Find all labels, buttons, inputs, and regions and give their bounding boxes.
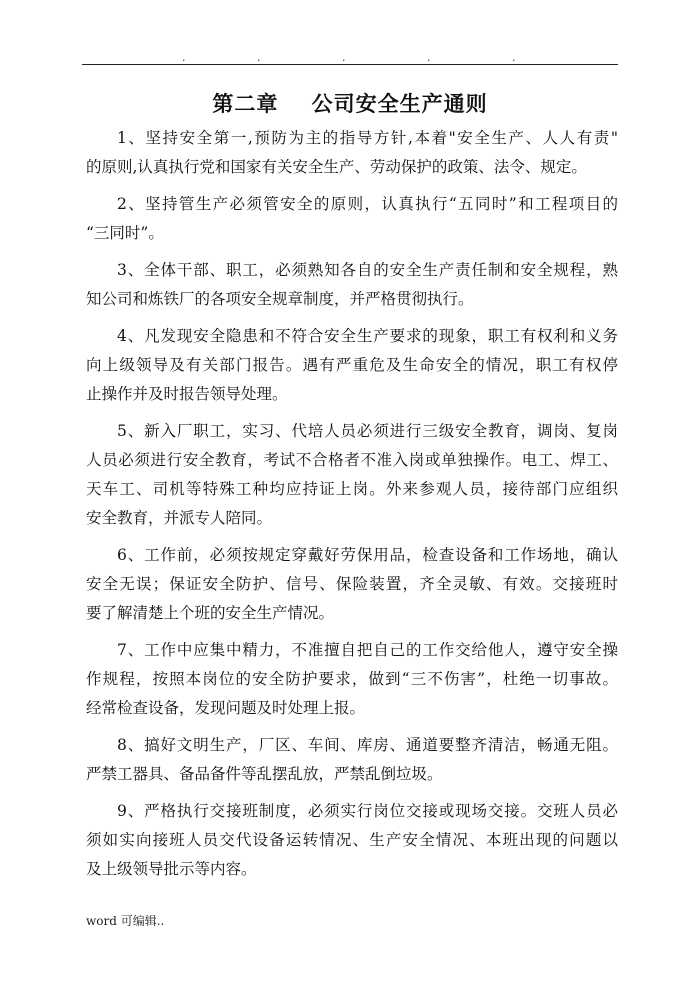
- header-dots: [82, 51, 618, 64]
- paragraph-3: [86, 256, 618, 314]
- paragraph-2: [86, 190, 618, 248]
- paragraph-line: 知公司和炼铁厂的各项安全规章制度，并严格贯彻执行。: [86, 290, 474, 308]
- paragraph-line: 向上级领导及有关部门报告。遇有严重危及生命安全的情况，职工有权停: [86, 356, 618, 374]
- paragraph-line: “三同时”。: [86, 224, 164, 242]
- paragraph-line: 严禁工器具、备品备件等乱摆乱放，严禁乱倒垃圾。: [86, 765, 443, 783]
- paragraph-line: 须如实向接班人员交代设备运转情况、生产安全情况、本班出现的问题以: [86, 831, 618, 849]
- paragraph-line: 4、凡发现安全隐患和不符合安全生产要求的现象，职工有权利和义务: [117, 327, 618, 345]
- header-dot: .: [427, 51, 431, 64]
- paragraph-9: [86, 797, 618, 884]
- header-dot: .: [512, 51, 516, 64]
- paragraph-line: 安全教育，并派专人陪同。: [86, 509, 273, 527]
- paragraph-line: 9、严格执行交接班制度，必须实行岗位交接或现场交接。交班人员必: [117, 802, 618, 820]
- paragraph-7: [86, 636, 618, 723]
- header-dot: .: [342, 51, 346, 64]
- paragraph-line: 及上级领导批示等内容。: [86, 860, 257, 878]
- paragraph-line: 5、新入厂职工，实习、代培人员必须进行三级安全教育，调岗、复岗: [117, 422, 618, 440]
- header-rule: [82, 64, 618, 65]
- document-body: [86, 124, 618, 892]
- footer-note: word 可编辑..: [86, 914, 165, 928]
- paragraph-4: [86, 322, 618, 409]
- paragraph-8: [86, 731, 618, 789]
- paragraph-line: 的原则,认真执行党和国家有关安全生产、劳动保护的政策、法令、规定。: [86, 158, 587, 176]
- chapter-title: 第二章 公司安全生产通则: [212, 92, 488, 116]
- paragraph-line: 7、工作中应集中精力，不准擅自把自己的工作交给他人，遵守安全操: [117, 641, 618, 659]
- paragraph-5: [86, 417, 618, 533]
- paragraph-line: 天车工、司机等特殊工种均应持证上岗。外来参观人员，接待部门应组织: [86, 480, 618, 498]
- paragraph-1: [86, 124, 618, 182]
- paragraph-6: [86, 541, 618, 628]
- paragraph-line: 8、搞好文明生产，厂区、车间、库房、通道要整齐清洁，畅通无阻。: [117, 736, 618, 754]
- paragraph-line: 经常检查设备，发现问题及时处理上报。: [86, 699, 366, 717]
- paragraph-line: 作规程，按照本岗位的安全防护要求，做到“三不伤害”，杜绝一切事故。: [86, 670, 618, 688]
- paragraph-line: 人员必须进行安全教育，考试不合格者不准入岗或单独操作。电工、焊工、: [86, 451, 618, 469]
- header-dot: .: [182, 51, 186, 64]
- paragraph-line: 1、坚持安全第一,预防为主的指导方针,本着"安全生产、人人有责": [117, 129, 618, 147]
- header-dot: .: [257, 51, 261, 64]
- paragraph-line: 2、坚持管生产必须管安全的原则，认真执行“五同时”和工程项目的: [117, 195, 618, 213]
- paragraph-line: 止操作并及时报告领导处理。: [86, 385, 288, 403]
- paragraph-line: 要了解清楚上个班的安全生产情况。: [86, 604, 335, 622]
- paragraph-line: 6、工作前，必须按规定穿戴好劳保用品，检查设备和工作场地，确认: [117, 546, 618, 564]
- paragraph-line: 安全无误；保证安全防护、信号、保险装置，齐全灵敏、有效。交接班时: [86, 575, 618, 593]
- paragraph-line: 3、全体干部、职工，必须熟知各自的安全生产责任制和安全规程，熟: [117, 261, 618, 279]
